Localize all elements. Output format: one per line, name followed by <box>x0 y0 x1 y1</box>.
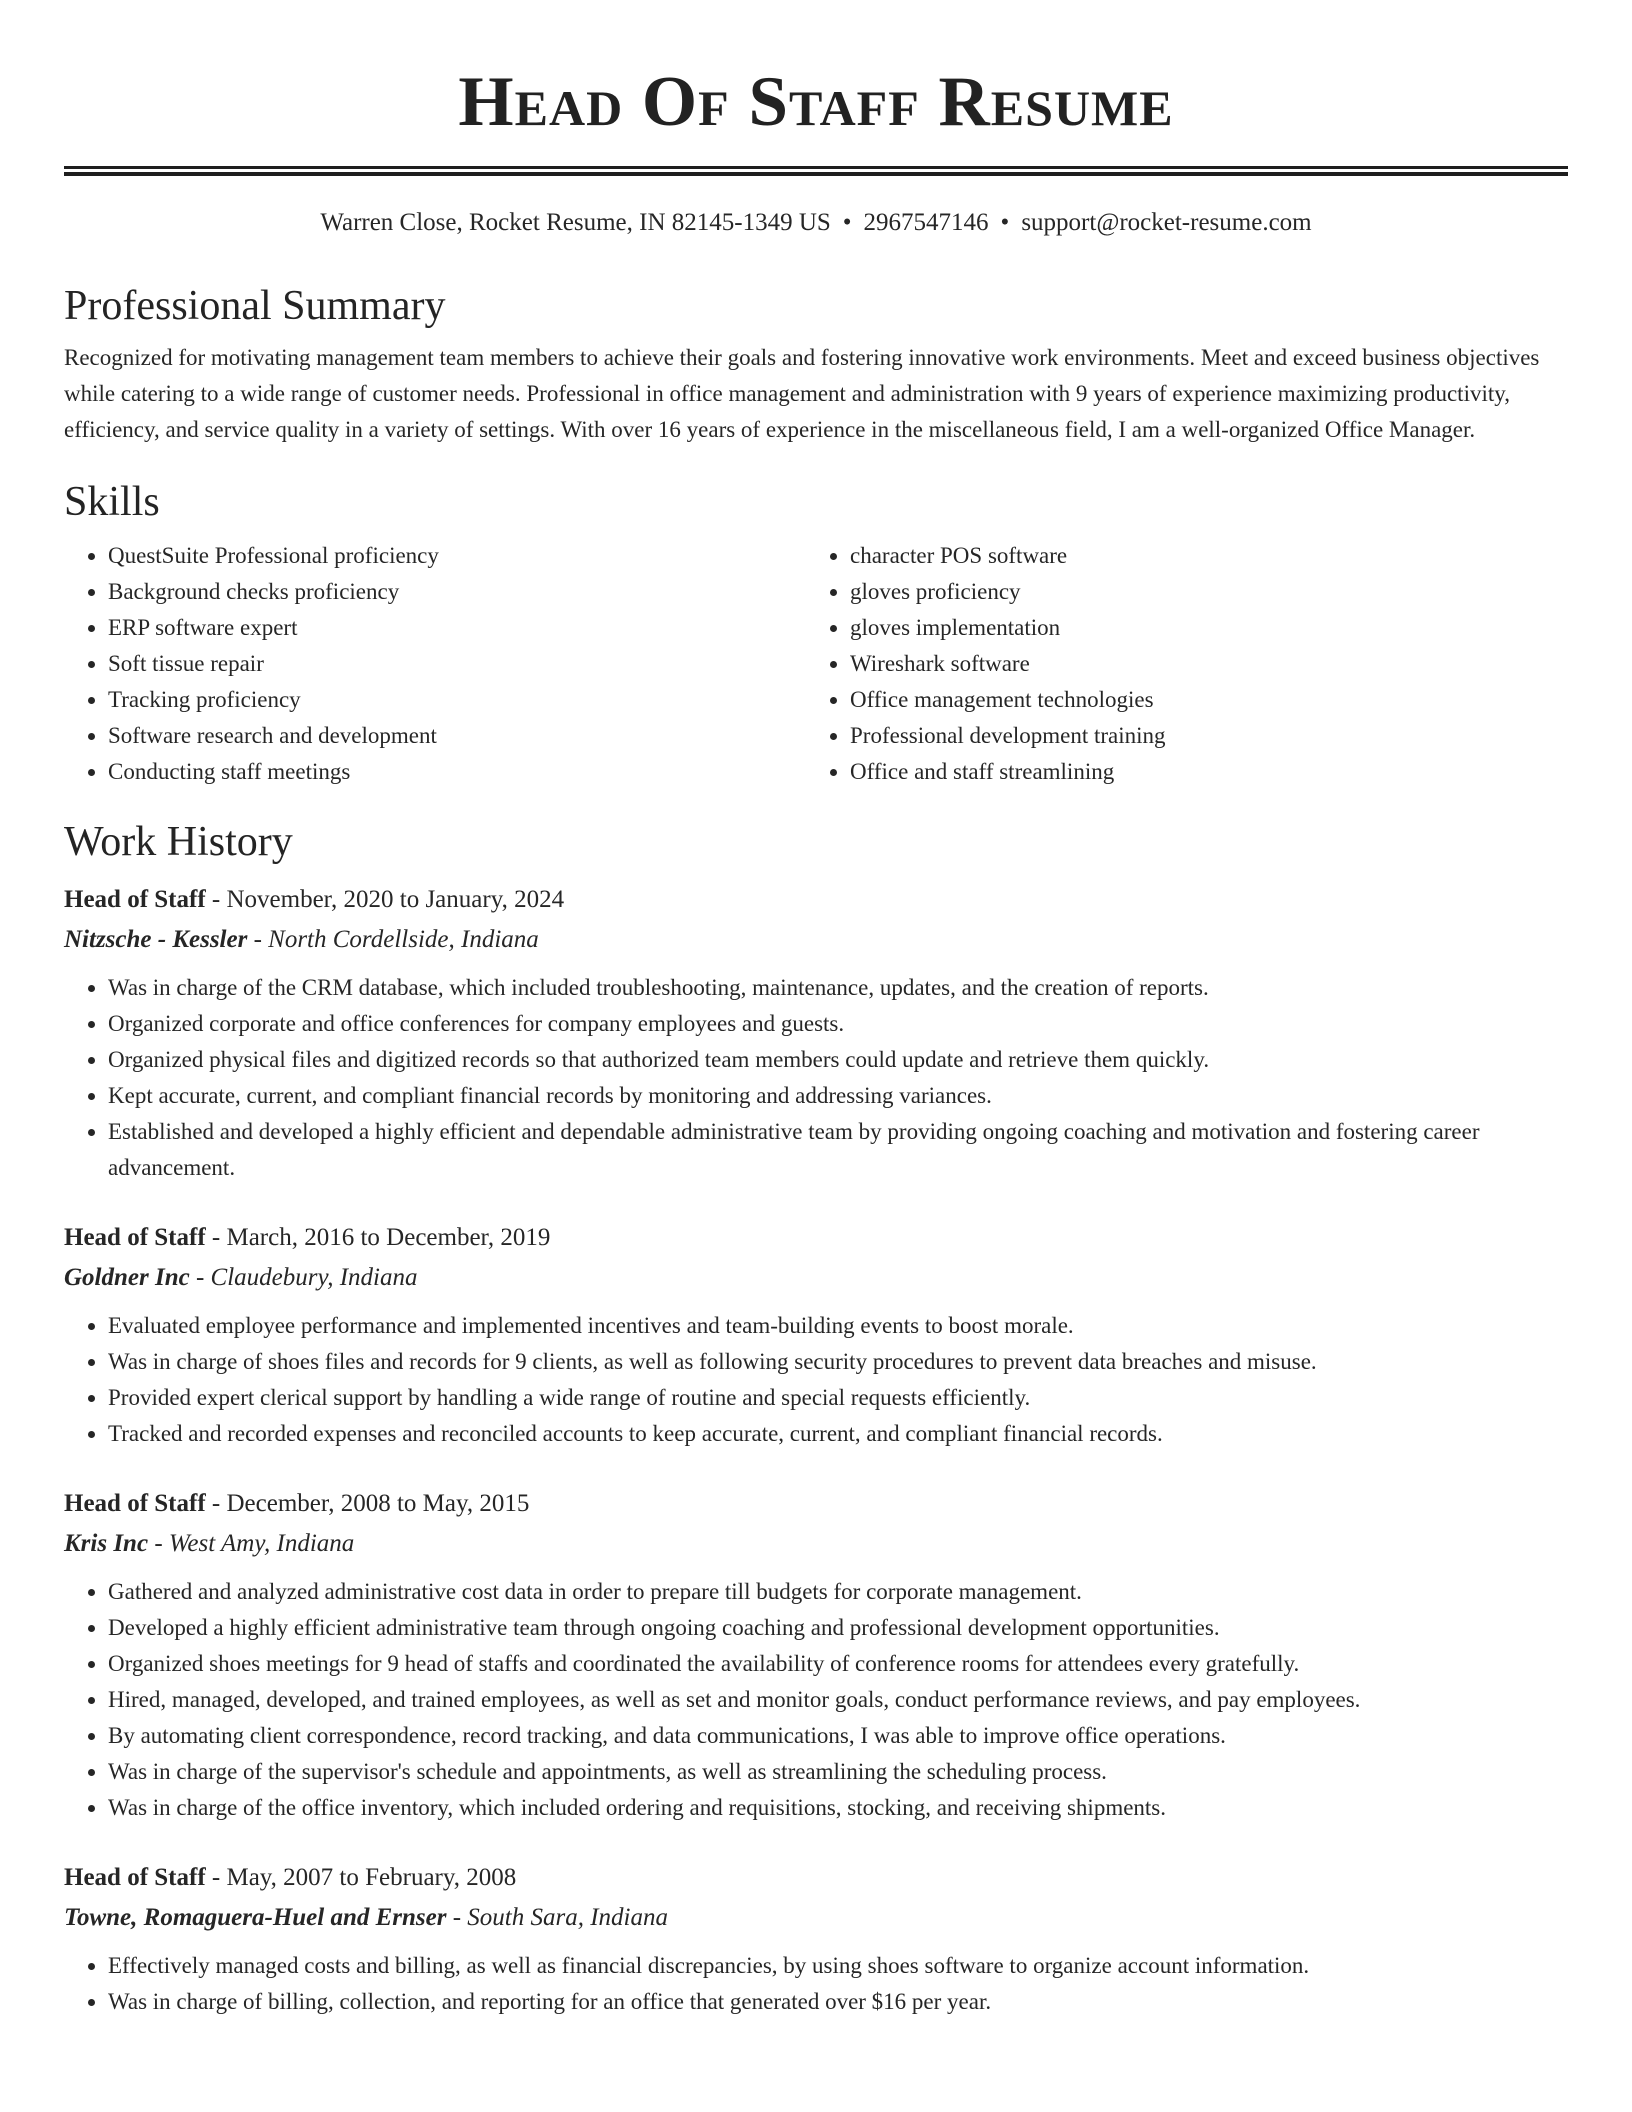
company-name: Kris Inc <box>64 1530 149 1557</box>
skill-item: • gloves implementation <box>850 610 1568 646</box>
job-entry <box>64 880 1568 1186</box>
skill-item: • Software research and development <box>108 718 806 754</box>
company-location: - West Amy, Indiana <box>148 1530 355 1557</box>
job-bullet: • Established and developed a highly efficient and dependable administrative team by providing ongoing coaching and motivation and fostering career advancement. <box>108 1114 1568 1186</box>
contact-address: Warren Close, Rocket Resume, IN 82145-1349 US <box>320 209 831 236</box>
job-dates: - November, 2020 to January, 2024 <box>205 886 565 913</box>
skills-list <box>64 538 1568 790</box>
job-bullet: • Developed a highly efficient administrative team through ongoing coaching and professional development opportunities. <box>108 1610 1568 1646</box>
company-line <box>64 1258 1568 1298</box>
summary-text: Recognized for motivating management team members to achieve their goals and fostering innovative work environments. Meet and exceed business objectives while catering to a wide range of customer needs. Professional in office management and administration with 9 years of experience maximizing productivity, efficiency, and service quality in a variety of settings. With over 16 years of experience in the miscellaneous field, I am a well-organized Office Manager. <box>64 345 1540 442</box>
job-bullet: • Was in charge of billing, collection, and reporting for an office that generated over $16 per year. <box>108 1984 1568 2020</box>
skill-item: • ERP software expert <box>108 610 806 646</box>
job-title: Head of Staff <box>64 886 206 913</box>
contact-line <box>64 206 1568 240</box>
job-dates: - December, 2008 to May, 2015 <box>205 1490 530 1517</box>
job-bullets <box>64 970 1568 1186</box>
skill-item: • QuestSuite Professional proficiency <box>108 538 806 574</box>
company-line <box>64 920 1568 960</box>
skill-item: • Professional development training <box>850 718 1568 754</box>
company-name: Goldner Inc <box>64 1264 190 1291</box>
contact-separator: • <box>1000 209 1010 236</box>
summary-heading: Professional Summary <box>64 283 446 329</box>
skills-column-right <box>806 538 1568 790</box>
skills-column-left <box>64 538 806 790</box>
job-bullet: • Was in charge of the supervisor's schedule and appointments, as well as streamlining the scheduling process. <box>108 1754 1568 1790</box>
skill-item: • Office and staff streamlining <box>850 754 1568 790</box>
skill-item: • Background checks proficiency <box>108 574 806 610</box>
job-dates: - May, 2007 to February, 2008 <box>205 1864 517 1891</box>
company-line <box>64 1524 1568 1564</box>
company-name: Nitzsche - Kessler <box>64 926 248 953</box>
job-entry <box>64 1858 1568 2020</box>
skill-item: • Office management technologies <box>850 682 1568 718</box>
skill-item: • Tracking proficiency <box>108 682 806 718</box>
company-name: Towne, Romaguera-Huel and Ernser <box>64 1904 447 1931</box>
job-dates: - March, 2016 to December, 2019 <box>205 1224 551 1251</box>
skill-item: • character POS software <box>850 538 1568 574</box>
job-bullet: • Tracked and recorded expenses and reconciled accounts to keep accurate, current, and compliant financial records. <box>108 1416 1568 1452</box>
company-location: - South Sara, Indiana <box>446 1904 669 1931</box>
job-bullet: • Kept accurate, current, and compliant financial records by monitoring and addressing variances. <box>108 1078 1568 1114</box>
skill-item: • Wireshark software <box>850 646 1568 682</box>
job-title-line <box>64 1218 1568 1258</box>
job-title: Head of Staff <box>64 1490 206 1517</box>
job-bullet: • Organized shoes meetings for 9 head of staffs and coordinated the availability of conference rooms for attendees every gratefully. <box>108 1646 1568 1682</box>
skill-item: • gloves proficiency <box>850 574 1568 610</box>
job-bullets <box>64 1574 1568 1826</box>
job-title: Head of Staff <box>64 1224 206 1251</box>
job-bullet: • Provided expert clerical support by handling a wide range of routine and special requests efficiently. <box>108 1380 1568 1416</box>
page-title: Head Of Staff Resume <box>458 63 1174 141</box>
contact-phone: 2967547146 <box>863 209 989 236</box>
job-title: Head of Staff <box>64 1864 206 1891</box>
job-bullet: • Was in charge of the CRM database, which included troubleshooting, maintenance, updates, and the creation of reports. <box>108 970 1568 1006</box>
job-bullet: • Was in charge of shoes files and records for 9 clients, as well as following security procedures to prevent data breaches and misuse. <box>108 1344 1568 1380</box>
title-divider <box>64 166 1568 176</box>
work-history-heading: Work History <box>64 819 293 865</box>
job-bullets <box>64 1948 1568 2020</box>
company-location: - North Cordellside, Indiana <box>247 926 539 953</box>
job-bullet: • Hired, managed, developed, and trained employees, as well as set and monitor goals, conduct performance reviews, and pay employees. <box>108 1682 1568 1718</box>
contact-separator: • <box>842 209 852 236</box>
job-entry <box>64 1218 1568 1452</box>
job-bullets <box>64 1308 1568 1452</box>
job-bullet: • Organized corporate and office conferences for company employees and guests. <box>108 1006 1568 1042</box>
job-bullet: • By automating client correspondence, record tracking, and data communications, I was able to improve office operations. <box>108 1718 1568 1754</box>
company-line <box>64 1898 1568 1938</box>
job-bullet: • Evaluated employee performance and implemented incentives and team-building events to boost morale. <box>108 1308 1568 1344</box>
skill-item: • Soft tissue repair <box>108 646 806 682</box>
job-bullet: • Gathered and analyzed administrative cost data in order to prepare till budgets for corporate management. <box>108 1574 1568 1610</box>
job-title-line <box>64 880 1568 920</box>
contact-email: support@rocket-resume.com <box>1021 209 1312 236</box>
job-title-line <box>64 1484 1568 1524</box>
company-location: - Claudebury, Indiana <box>189 1264 418 1291</box>
job-bullet: • Organized physical files and digitized records so that authorized team members could update and retrieve them quickly. <box>108 1042 1568 1078</box>
job-entry <box>64 1484 1568 1826</box>
skills-heading: Skills <box>64 479 160 525</box>
job-bullet: • Was in charge of the office inventory, which included ordering and requisitions, stocking, and receiving shipments. <box>108 1790 1568 1826</box>
skill-item: • Conducting staff meetings <box>108 754 806 790</box>
job-title-line <box>64 1858 1568 1898</box>
job-bullet: • Effectively managed costs and billing, as well as financial discrepancies, by using shoes software to organize account information. <box>108 1948 1568 1984</box>
